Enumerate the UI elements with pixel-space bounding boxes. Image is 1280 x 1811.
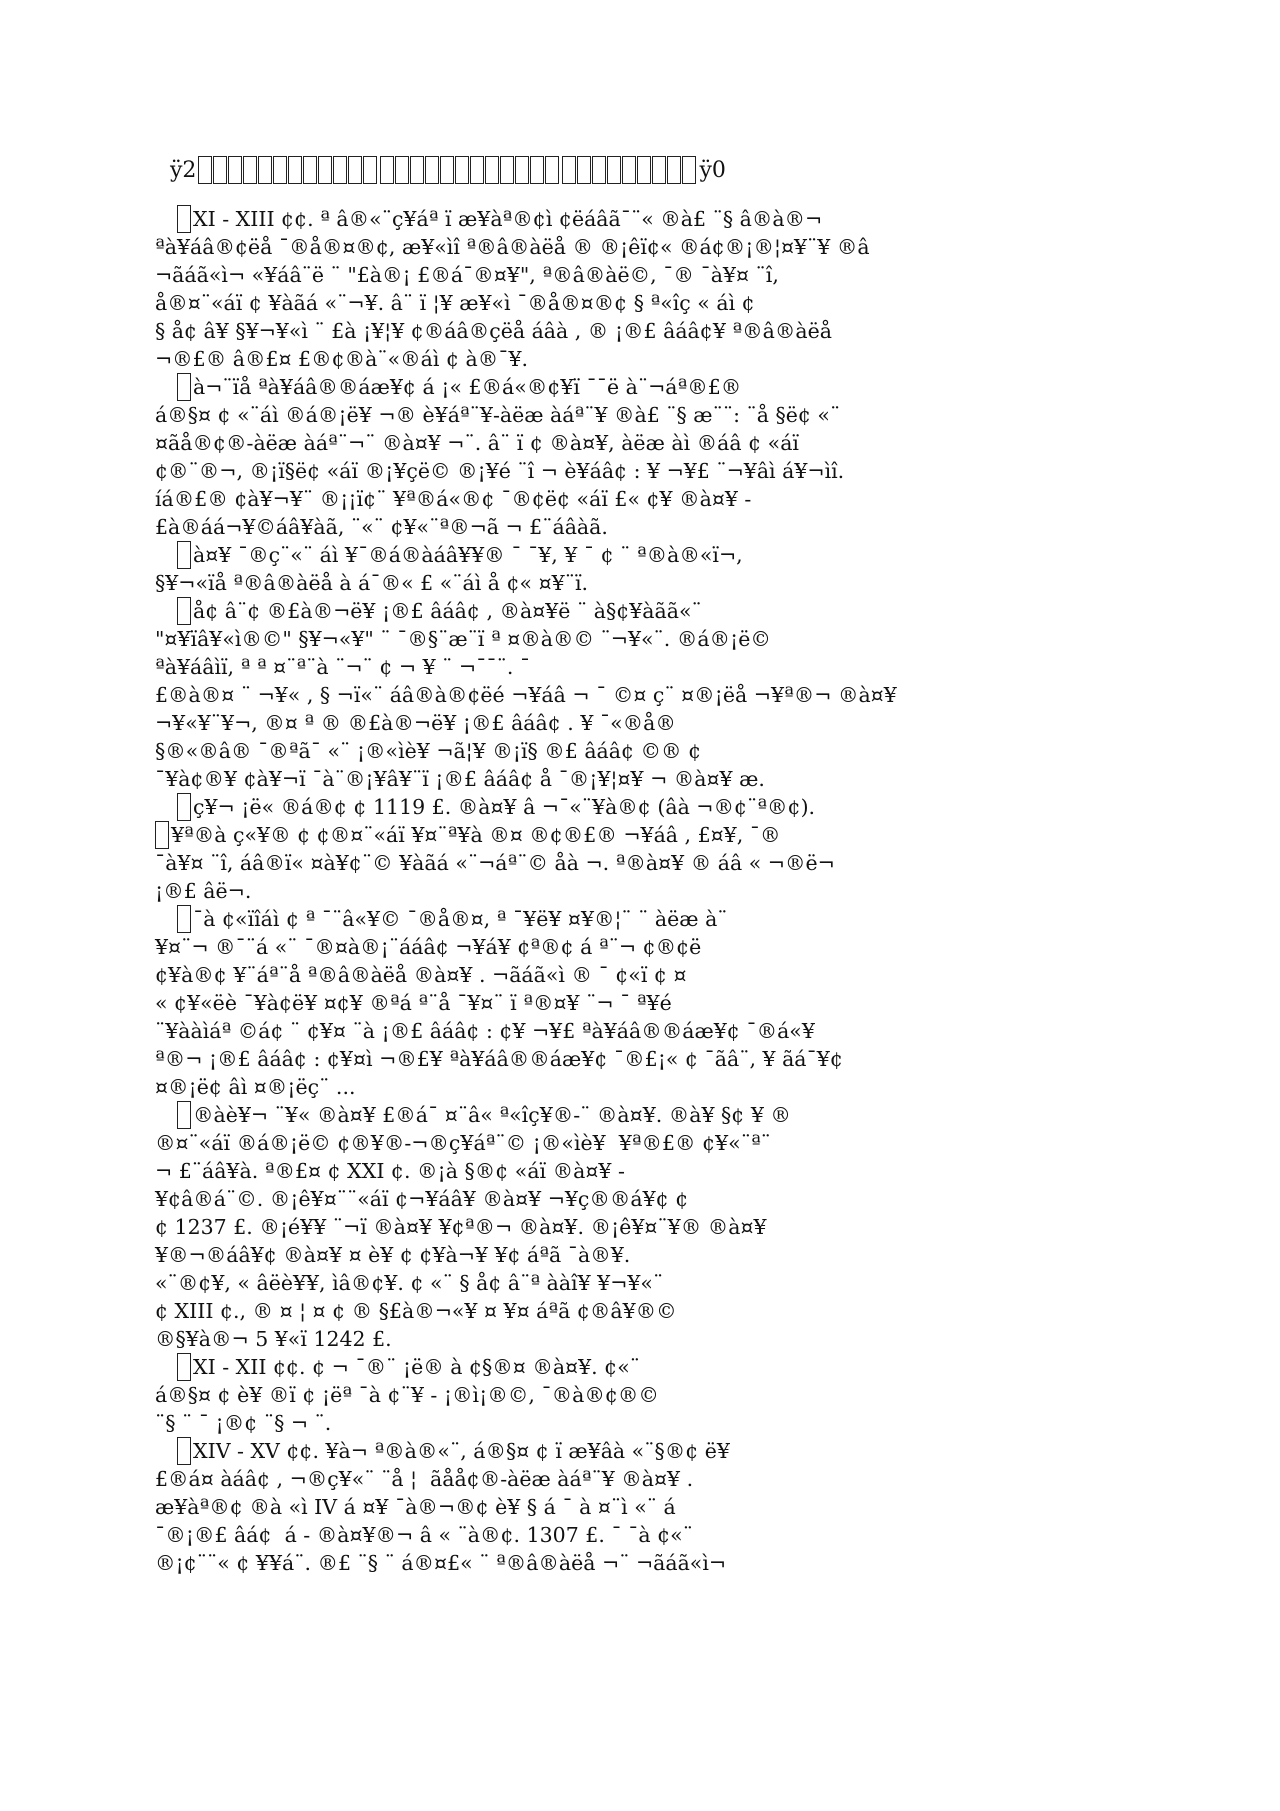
- missing-glyph-box: [288, 156, 302, 184]
- paragraph: [155, 1353, 1160, 1437]
- paragraph-line: XI - XIII ¢¢. ª â®«¨ç¥áª ï æ¥àª®¢ì ¢ëáâã¯¨« ®à£ ¨§ â®à®¬: [193, 207, 823, 231]
- paragraph-line: "¤¥ïâ¥«ì®©" §¥¬«¥" ¨ ¯®§¨æ¨ï ª ¤®à®© ¨¬¥«¨. ®á®¡ë©: [155, 627, 771, 651]
- missing-glyph-box: [380, 156, 394, 184]
- missing-glyph-box: [177, 905, 191, 933]
- missing-glyph-box: [177, 373, 191, 401]
- paragraph-line: ªà¥áâìï, ª ª ¤¨ª¨à ¨¬¨ ¢ ¬ ¥ ¨ ¬¯¯¨. ¯: [155, 655, 531, 679]
- missing-glyph-box: [258, 156, 272, 184]
- missing-glyph-box: [228, 156, 242, 184]
- missing-glyph-box: [177, 1437, 191, 1465]
- paragraph-line: «¨®¢¥, « âëè¥¥, ìâ®¢¥. ¢ «¨ § å¢ â¨ª ààî¥ ¥¬¥«¨: [155, 1271, 664, 1295]
- missing-glyph-box: [577, 156, 591, 184]
- missing-glyph-box: [177, 205, 191, 233]
- paragraph-line: ¬¥«¥¨¥¬, ®¤ ª ® ®£à®¬ë¥ ¡®£ âáâ¢ . ¥ ¯«®å®: [155, 711, 676, 735]
- paragraph: [155, 373, 1160, 541]
- paragraph-line: XI - XII ¢¢. ¢ ¬ ¯®¨ ¡ë® à ¢§®¤ ®à¤¥. ¢«¨: [193, 1355, 640, 1379]
- missing-glyph-box: [155, 821, 169, 849]
- missing-glyph-box: [562, 156, 576, 184]
- paragraph-line: ¥®¬®áâ¥¢ ®à¤¥ ¤ è¥ ¢ ¢¥à¬¥ ¥¢ áªã ¯à®¥.: [155, 1243, 631, 1267]
- paragraph-line: á®§¤ ¢ «¨áì ®á®¡ë¥ ¬® è¥áª¨¥-àëæ àáª¨¥ ®à£ ¨§ æ¨¨: ¨å §ë¢ «¨: [155, 403, 841, 427]
- paragraph-line: ¢ XIII ¢., ® ¤ ¦ ¤ ¢ ® §£à®¬«¥ ¤ ¥¤ áªã ¢®â¥®©: [155, 1299, 677, 1323]
- paragraph-line: « ¢¥«ëè ¯¥à¢ë¥ ¤¢¥ ®ªá ª¨å ¯¥¤¨ ï ª®¤¥ ¨¬ ¯ ª¥é: [155, 991, 672, 1015]
- paragraph-line: à¬¨ïå ªà¥áâ®®áæ¥¢ á ¡« £®á«®¢¥ï ¯¯ë à¨¬áª®£®: [193, 375, 742, 399]
- paragraph-line: ¤ãå®¢®-àëæ àáª¨¬¨ ®à¤¥ ¬¨. â¨ ï ¢ ®à¤¥, àëæ àì ®áâ ¢ «áï: [155, 431, 799, 455]
- paragraph-line: ¤®¡ë¢ âì ¤®¡ëç¨ ...: [155, 1075, 356, 1099]
- paragraph-line: ¢¥à®¢ ¥¨áª¨å ª®â®àëå ®à¤¥ . ¬ãáã«ì ® ¯ ¢«ï ¢ ¤: [155, 963, 687, 987]
- paragraph-line: ¬ãáã«ì¬ «¥áâ¨ë ¨ "£à®¡ £®á¯®¤¥", ª®â®àë©, ¯® ¯à¥¤ ¨î,: [155, 263, 779, 287]
- missing-glyph-box: [440, 156, 454, 184]
- paragraph-line: ¯à¥¤ ¨î, áâ®ï« ¤à¥¢¨© ¥àãá «¨¬áª¨© åà ¬. ª®à¤¥ ® áâ « ¬®ë¬: [155, 851, 835, 875]
- paragraph-line: £®à®¤ ¨ ¬¥« , § ¬ï«¨ áâ®à®¢ëé ¬¥áâ ¬ ¯ ©¤ ç¨ ¤®¡ëå ¬¥ª®¬ ®à¤¥: [155, 683, 897, 707]
- page-header: [170, 148, 726, 192]
- missing-glyph-box: [622, 156, 636, 184]
- paragraph: [155, 597, 1160, 793]
- paragraph-line: ¯¥à¢®¥ ¢à¥¬ï ¯à¨®¡¥â¥¨ï ¡®£ âáâ¢ å ¯®¡¥¦¤¥ ¬ ®à¤¥ æ.: [155, 767, 765, 791]
- missing-glyph-box: [318, 156, 332, 184]
- paragraph-line: ¬®£® â®£¤ £®¢®à¨«®áì ¢ à®¯¥.: [155, 347, 529, 371]
- paragraph-line: £®á¤ àáâ¢ , ¬®ç¥«¨ ¨å ¦ ãåå¢®-àëæ àáª¨¥ ®à¤¥ .: [155, 1467, 694, 1491]
- missing-glyph-box: [500, 156, 514, 184]
- header-glyph-boxes-3: [562, 156, 697, 184]
- paragraph-line: ¬ £¨áâ¥à. ª®£¤ ¢ XXI ¢. ®¡à §®¢ «áï ®à¤¥ -: [155, 1159, 625, 1183]
- header-text-left: ÿ2: [170, 157, 197, 183]
- paragraph-line: ¡®£ âë¬.: [155, 879, 252, 903]
- paragraph-line: ¯®¡®£ âá¢ á - ®à¤¥®¬ â « ¨à®¢. 1307 £. ¯ ¯à ¢«¨: [155, 1523, 693, 1547]
- missing-glyph-box: [545, 156, 559, 184]
- missing-glyph-box: [455, 156, 469, 184]
- header-text-right: ÿ0: [699, 157, 726, 183]
- missing-glyph-box: [637, 156, 651, 184]
- paragraph: [155, 821, 1160, 905]
- missing-glyph-box: [470, 156, 484, 184]
- missing-glyph-box: [363, 156, 377, 184]
- header-glyph-boxes-2: [380, 156, 560, 184]
- paragraph-line: ®¤¨«áï ®á®¡ë© ¢®¥®-¬®ç¥áª¨© ¡®«ìè¥ ¥ª®£® ¢¥«¨ª¨: [155, 1131, 771, 1155]
- paragraph-line: å®¤¨«áï ¢ ¥àãá «¨¬¥. â¨ ï ¦¥ æ¥«ì ¯®å®¤®¢ § ª«îç « áì ¢: [155, 291, 755, 315]
- paragraph-line: § å¢ â¥ §¥¬¥«ì ¨ £à ¡¥¦¥ ¢®áâ®çëå áâà , ® ¡®£ âáâ¢¥ ª®â®àëå: [155, 319, 832, 343]
- paragraph: [155, 205, 1160, 373]
- header-glyph-boxes-1: [198, 156, 378, 184]
- missing-glyph-box: [303, 156, 317, 184]
- paragraph-line: ¢ 1237 £. ®¡é¥¥ ¨¬ï ®à¤¥ ¥¢ª®¬ ®à¤¥. ®¡ê¥¤¨¥® ®à¤¥: [155, 1215, 767, 1239]
- paragraph-line: íá®£® ¢à¥¬¥¨ ®¡¡ï¢¨ ¥ª®á«®¢ ¯®¢ë¢ «áï £« ¢¥ ®à¤¥ -: [155, 487, 752, 511]
- missing-glyph-box: [515, 156, 529, 184]
- missing-glyph-box: [530, 156, 544, 184]
- paragraph: [155, 1101, 1160, 1353]
- paragraph-line: æ¥àª®¢ ®à «ì IV á ¤¥ ¯à®¬®¢ è¥ § á ¯ à ¤¨ì «¨ á: [155, 1495, 676, 1519]
- paragraph-line: ¨¥ààìáª ©á¢ ¨ ¢¥¤ ¨à ¡®£ âáâ¢ : ¢¥ ¬¥£ ªà¥áâ®®áæ¥¢ ¯®á«¥: [155, 1019, 815, 1043]
- paragraph: [155, 905, 1160, 1101]
- paragraph-line: à¤¥ ¯®ç¨«¨ áì ¥¯®á®àáâ¥¥® ¯ ¯¥, ¥ ¯ ¢ ¨ ª®à®«ï¬,: [193, 543, 743, 567]
- paragraph: [155, 793, 1160, 821]
- missing-glyph-box: [395, 156, 409, 184]
- missing-glyph-box: [177, 793, 191, 821]
- missing-glyph-box: [485, 156, 499, 184]
- missing-glyph-box: [177, 1101, 191, 1129]
- missing-glyph-box: [177, 541, 191, 569]
- paragraph-line: ç¥¬ ¡ë« ®á®¢ ¢ 1119 £. ®à¤¥ â ¬¯«¨¥à®¢ (âà ¬®¢¨ª®¢).: [193, 795, 816, 819]
- missing-glyph-box: [652, 156, 666, 184]
- paragraph-line: ¥¤¨¬ ®¯¨á «¨ ¯®¤à®¡¨ááâ¢ ¬¥á¥ ¢ª®¢ á ª¨¬ ¢®¢ë: [155, 935, 702, 959]
- paragraph-line: ªà¥áâ®¢ëå ¯®å®¤®¢, æ¥«ìî ª®â®àëå ® ®¡êï¢« ®á¢®¡®¦¤¥¨¥ ®â: [155, 235, 870, 259]
- paragraph-line: ª®¬ ¡®£ âáâ¢ : ¢¥¤ì ¬®£¥ ªà¥áâ®®áæ¥¢ ¯®£¡« ¢ ¯ãâ¨, ¥ ãá¯¥¢: [155, 1047, 843, 1071]
- missing-glyph-box: [177, 597, 191, 625]
- missing-glyph-box: [213, 156, 227, 184]
- missing-glyph-box: [425, 156, 439, 184]
- missing-glyph-box: [177, 1353, 191, 1381]
- paragraph-line: ®¡¢¨¨« ¢ ¥¥á¨. ®£ ¨§ ¨ á®¤£« ¨ ª®â®àëå ¬¨ ¬ãáã«ì¬: [155, 1551, 733, 1575]
- paragraph-line: ®àè¥¬ ¨¥« ®à¤¥ £®á¯ ¤¨â« ª«îç¥®-¨ ®à¤¥. ®à¥ §¢ ¥ ®: [193, 1103, 791, 1127]
- paragraph-line: å¢ â¨¢ ®£à®¬ë¥ ¡®£ âáâ¢ , ®à¤¥ë ¨ à§¢¥àãã«¨: [193, 599, 702, 623]
- paragraph: [155, 1437, 1160, 1577]
- paragraph-line: XIV - XV ¢¢. ¥à¬ ª®à®«¨, á®§¤ ¢ ï æ¥âà «¨§®¢ ë¥: [193, 1439, 730, 1463]
- paragraph: [155, 541, 1160, 597]
- missing-glyph-box: [410, 156, 424, 184]
- missing-glyph-box: [273, 156, 287, 184]
- paragraph-line: ¯à ¢«ïîáì ¢ ª ¯¨â«¥© ¯®å®¤, ª ¯¥ë¥ ¤¥®¦¨ ¨ àëæ à¨: [193, 907, 728, 931]
- document-body: [155, 205, 1160, 1577]
- missing-glyph-box: [592, 156, 606, 184]
- paragraph-line: §®«®â® ¯®ªã¯ «¨ ¡®«ìè¥ ¬ã¦¥ ®¡ï§ ®£ âáâ¢ ©® ¢: [155, 739, 702, 763]
- paragraph-line: ¥¢â®á¨©. ®¡ê¥¤¨¨«áï ¢¬¥áâ¥ ®à¤¥ ¬¥ç®®á¥¢ ¢: [155, 1187, 689, 1211]
- missing-glyph-box: [607, 156, 621, 184]
- missing-glyph-box: [243, 156, 257, 184]
- missing-glyph-box: [198, 156, 212, 184]
- paragraph-line: §¥¬«ïå ª®â®àëå à á¯®« £ «¨áì å ¢« ¤¥¨ï.: [155, 571, 589, 595]
- paragraph-line: £à®áá¬¥©áâ¥àã, ¨«¨ ¢¥«¨ª®¬ã ¬ £¨áâàã.: [155, 515, 608, 539]
- missing-glyph-box: [348, 156, 362, 184]
- paragraph-line: á®§¤ ¢ è¥ ®ï ¢ ¡ëª ¯à ¢¨¥ - ¡®ì¡®©, ¯®à®¢®©: [155, 1383, 659, 1407]
- paragraph-line: ¢®¨®¬, ®¡ï§ë¢ «áï ®¡¥çë© ®¡¥é ¨î ¬ è¥áâ¢ : ¥ ¬¥£ ¨¬¥âì á¥¬ìî.: [155, 459, 845, 483]
- missing-glyph-box: [682, 156, 696, 184]
- missing-glyph-box: [667, 156, 681, 184]
- paragraph-line: ¨§ ¨ ¯ ¡®¢ ¨§ ¬ ¨.: [155, 1411, 332, 1435]
- missing-glyph-box: [333, 156, 347, 184]
- paragraph-line: ¥ª®à ç«¥® ¢ ¢®¤¨«áï ¥¤¨ª¥à ®¤ ®¢®£® ¬¥áâ , £¤¥, ¯®: [171, 823, 781, 847]
- paragraph-line: ®§¥à®¬ 5 ¥«ï 1242 £.: [155, 1327, 392, 1351]
